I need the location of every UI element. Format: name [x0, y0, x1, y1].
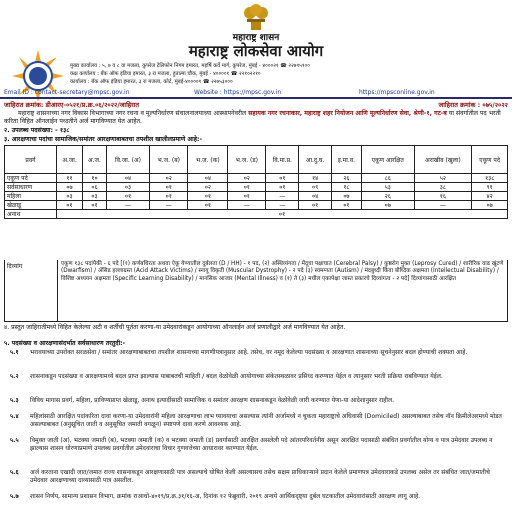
table-cell: ०३ [83, 192, 107, 201]
column-header: आ.दु.घ. [299, 146, 331, 174]
column-header: वि.जा. (अ) [106, 146, 149, 174]
table-cell: ०१ [150, 192, 188, 201]
address-line: कक्ष कार्यालय : बँक ऑफ इंडिया इमारत, ३ रा मजला, हुतात्मा चौक, मुंबई - ४००००१ ☎ २२१०२२१० [70, 71, 261, 77]
table-cell: ०२ [150, 174, 188, 183]
table-cell: ४२ [472, 192, 508, 201]
table-cell: ८६ [362, 174, 415, 183]
state-emblem-icon [238, 2, 274, 32]
reservation-table [4, 145, 508, 219]
column-header: भ.ज. (ब) [150, 146, 188, 174]
table-cell: २६ [331, 174, 361, 183]
item-text: शासन निर्णय, सामान्य प्रशासन विभाग, क्रमांक राआधो-४०१९/प्र.क्र.३१/१६-अ, दिनांक १२ फेब्रुवारी, २०१९ अन्वये आर्थिकदृष्ट्या दुर्बल घटकातील उमेदवारांसाठी आरक्षण लागू आहे. [30, 493, 421, 500]
table-cell: ०२ [228, 174, 266, 183]
table-cell: १८ [331, 183, 361, 192]
table-cell: — [150, 201, 188, 210]
table-cell: ०१ [266, 183, 299, 192]
row-label: अनाथ [5, 210, 57, 219]
divyang-text: एकूण १३८ पदांपैकी - ६ पदे [(१) कर्णबधिरता अथवा ऐकू येण्यातील दुर्बलता (D / HH) - १ पद, (२) अस्थिव्यंगता / मेंदूचा पक्षाघात (Cerebral Palsy) / कुष्ठरोग मुक्त (Leprosy Cured) / शारीरिक वाढ खुंटणे (Dwarfism) / ॲसिड हल्लाग्रस्त (Acid Attack Victims) / स्नायू विकृती (Muscular Dystrophy) - २ पदे (३) स्वमग्नता (Autism) / मंदबुध्दी किंवा बौध्दिक अक्षमता (Intellectual Disability) / विशिष्ट अध्ययन अक्षमता (Specific Learning Disability) / मानसिक आजार (Mental Illness) व (१) ते (३) मधील एकापेक्षा जास्त प्रकारचे दिव्यांगत्व - २ पदे] दिव्यांगासाठी आरक्षित [61, 261, 504, 282]
divider [57, 260, 58, 322]
table-cell: ०४ [188, 174, 228, 183]
table-row [5, 210, 508, 219]
column-header: वि.मा.प्र. [266, 146, 299, 174]
table-cell: — [266, 201, 299, 210]
address-line: मुख्य कार्यालय : ५, ७ व ८ वा मजला, कुपरेज टेलिफोन निगम इमारत, महर्षि कर्वे मार्ग, कुपरेज, मुंबई - ४०००२१ ☎ २२७९५९०० [70, 63, 310, 69]
table-cell: ०४ [299, 192, 331, 201]
table-cell: ०६ [83, 183, 107, 192]
section-paragraph: ४. प्रस्तुत जाहिरातीमध्ये विहित केलेल्या अटी व शर्तीची पूर्तता करणा-या उमेदवारांकडून आयोगाच्या ऑनलाईन अर्ज प्रणालीद्वारे अर्ज मागविण्यात येत आहेत. [4, 324, 346, 331]
table-cell: १३८ [472, 174, 508, 183]
item-text: अर्ज करताना एखादी जात/जमात राज्य शासनाकडून आरक्षणासाठी पात्र असल्याचे घोषित केली असल्यासच तसेच सक्षम प्राधिकाऱ्याने प्रदान केलेले प्रमाणपत्र उमेदवाराकडे उपलब्ध असेल तर संबंधित जात/जमातीचे उमेदवार आरक्षणाच्या दाव्यासाठी पात्र असतील. [30, 469, 490, 484]
intro-text: महाराष्ट्र शासनाच्या नगर विकास विभागाच्या नगर रचना व मूल्यनिर्धारण संचालनालयाच्या आस्थापनेवरील [18, 110, 249, 117]
table-cell: ०३ [106, 183, 149, 192]
website-link[interactable]: https://mpsconline.gov.in [359, 89, 435, 96]
email-link[interactable]: Email ID : contact-secretary@mpsc.gov.in [4, 89, 130, 96]
item-text: विमुक्त जाती (अ), भटक्या जमाती (ब), भटक्या जमाती (क) व भटक्या जमाती (ड) प्रवर्गासाठी आरक्षित असलेली पदे आंतरपरिवर्तनीय असून आरक्षित पदासाठी संबंधित प्रवर्गातील योग्य व पात्र उमेदवार उपलब्ध न झाल्यास शासन धोरणाप्रमाणे उपलब्ध प्रवर्गातील उमेदवाराचा विचार गुणवत्तेच्या आधारावर करण्यात येईल. [30, 437, 493, 452]
column-header: एकूण पदे [472, 146, 508, 174]
column-header: अ.जा. [57, 146, 83, 174]
column-header: इ.मा.व. [331, 146, 361, 174]
advertisement-reference-row [4, 100, 510, 110]
table-cell: २६ [362, 192, 415, 201]
intro-paragraph [4, 110, 508, 126]
divyang-row [4, 260, 508, 322]
column-header: अ.ज. [83, 146, 107, 174]
section-heading: ५. पदसंख्या व आरक्षणासंदर्भात सर्वसाधारण तरतुदी:- [4, 340, 126, 347]
intro-text: या संवर्गातील पद भरती करिता विहित ऑनलाईन पध्दतीने अर्ज मागविण्यात येत आहेत. [4, 110, 501, 125]
column-header: भ.ज. (क) [188, 146, 228, 174]
table-cell: ०१ [266, 174, 299, 183]
table-cell: ०१ [299, 201, 331, 210]
table-cell: — [228, 201, 266, 210]
item-number: ५.५ [10, 437, 19, 444]
table-row [5, 174, 508, 183]
advertisement-ref: जाहिरात क्रमांक: डीआरए-०५२१/प्र.क्र.०६/२०२२/जाहिरात [4, 101, 140, 109]
post-name: सहायक नगर रचनाकार, महाराष्ट्र शहर नियोजन आणि मूल्यनिर्धारण सेवा, श्रेणी-१, गट-ब [248, 110, 447, 117]
organisation-title: महाराष्ट्र लोकसेवा आयोग [188, 42, 324, 60]
row-label: सर्वसाधारण [5, 183, 57, 192]
table-cell: ०१ [188, 192, 228, 201]
table-cell: ३८ [414, 183, 472, 192]
table-cell: — [106, 201, 149, 210]
item-number: ५.१ [10, 349, 19, 356]
table-cell: ०१ [106, 192, 149, 201]
row-label: एकूण पदे [5, 174, 57, 183]
table-cell: ५३ [362, 183, 415, 192]
table-cell: ०७ [362, 201, 415, 210]
table-corner-header: प्रवर्ग [5, 146, 57, 174]
table-cell: ०४ [106, 174, 149, 183]
government-title: महाराष्ट्र शासन [232, 33, 280, 43]
item-text: भरावयाच्या उपरोक्त सरळसेवा / समांतर आरक्षणाबाबतचा तपशील शासनाच्या मागणीपत्रानुसार आहे. तसेच, वर नमूद केलेल्या पदसंख्या व आरक्षणात शासनाच्या सूचनेनुसार बदल होण्याची शक्यता आहे. [30, 349, 468, 356]
item-number: ५.३ [10, 397, 19, 404]
address-line: कार्यालय : बँक ऑफ इंडिया इमारत, ३ रा मजला, कोर्ट, मुंबई-४००००१ ☎ २२७५३००० [70, 79, 233, 85]
advertisement-number: जाहिरात क्रमांक : ०७५/२०२२ [438, 101, 508, 109]
table-cell: ०९ [299, 183, 331, 192]
contact-row [4, 89, 510, 96]
table-cell: ०१ [57, 201, 83, 210]
row-label: महिला [5, 192, 57, 201]
section-heading: २. उपलब्ध पदसंख्या: - १३८ [4, 127, 70, 134]
item-number: ५.४ [10, 413, 19, 420]
row-label: खेळाडू [5, 201, 57, 210]
table-cell: ०१ [228, 183, 266, 192]
table-cell: ०१ [331, 201, 361, 210]
divider [0, 97, 512, 99]
item-text: महिलांसाठी आरक्षित पदांकरिता दावा करणा-या उमेदवारांनी महिला आरक्षणाचा लाभ घ्यावयाचा असल्यास त्यांनी अर्जामध्ये न चुकता महाराष्ट्राचे अधिवासी (Domiciled) असल्याबाबत तसेच नॉन क्रिमीलेअरमध्ये मोडत असल्याबाबत (अनुसूचित जाती व अनुसूचित जमाती वगळून) स्पष्टपणे दावा करणे आवश्यक आहे. [30, 413, 502, 428]
item-text: शासनाकडून पदसंख्या व आरक्षणामध्ये बदल प्राप्त झाल्यास याबाबतची माहिती / बदल वेळोवेळी आयोगाच्या संकेतस्थळावर प्रसिध्द करण्यात येईल व त्यानुसार भरती प्रक्रिया राबविण्यात येईल. [30, 373, 443, 380]
item-text: विविध मागास प्रवर्ग, महिला, प्राविण्यप्राप्त खेळाडू, अनाथ इत्यादींसाठी सामाजिक व समांतर आरक्षण शासनाकडून वेळोवेळी जारी करण्यात येणा-या आदेशानुसार राहील. [30, 397, 395, 404]
table-cell: ९१ [472, 183, 508, 192]
section-heading: ३. आरक्षणाचा पदांचा सामाजिक/समांतर आरक्षणाबाबतचा तपशील खालीलप्रमाणे आहे:- [4, 136, 203, 143]
table-cell: १० [83, 174, 107, 183]
table-cell: ०७ [472, 201, 508, 210]
table-cell: ०१ [150, 183, 188, 192]
table-cell: ०१ [83, 201, 107, 210]
table-cell: ०७ [331, 192, 361, 201]
table-header-row [5, 146, 508, 174]
table-row [5, 201, 508, 210]
divyang-label: दिव्यांग [7, 263, 23, 270]
item-number: ५.७ [10, 493, 19, 500]
table-cell: ०३ [57, 192, 83, 201]
item-number: ५.६ [10, 469, 19, 476]
column-header: भ.ज. (ड) [228, 146, 266, 174]
table-cell: — [266, 192, 299, 201]
table-row [5, 183, 508, 192]
table-cell: — [414, 201, 472, 210]
column-header: अराखीव (खुला) [414, 146, 472, 174]
table-cell: ११ [57, 174, 83, 183]
table-cell: १४ [299, 174, 331, 183]
table-row [5, 192, 508, 201]
table-cell: ०२ [188, 183, 228, 192]
table-cell: ५२ [414, 174, 472, 183]
table-cell: ०७ [57, 183, 83, 192]
column-header: एकूण आरक्षित [362, 146, 415, 174]
table-cell: १६ [414, 192, 472, 201]
website-link[interactable]: Website : https://mpsc.gov.in [194, 89, 282, 96]
table-cell: ०१ [228, 192, 266, 201]
item-number: ५.२ [10, 373, 19, 380]
table-cell: ०१ [57, 210, 508, 219]
table-cell: ०१ [188, 201, 228, 210]
